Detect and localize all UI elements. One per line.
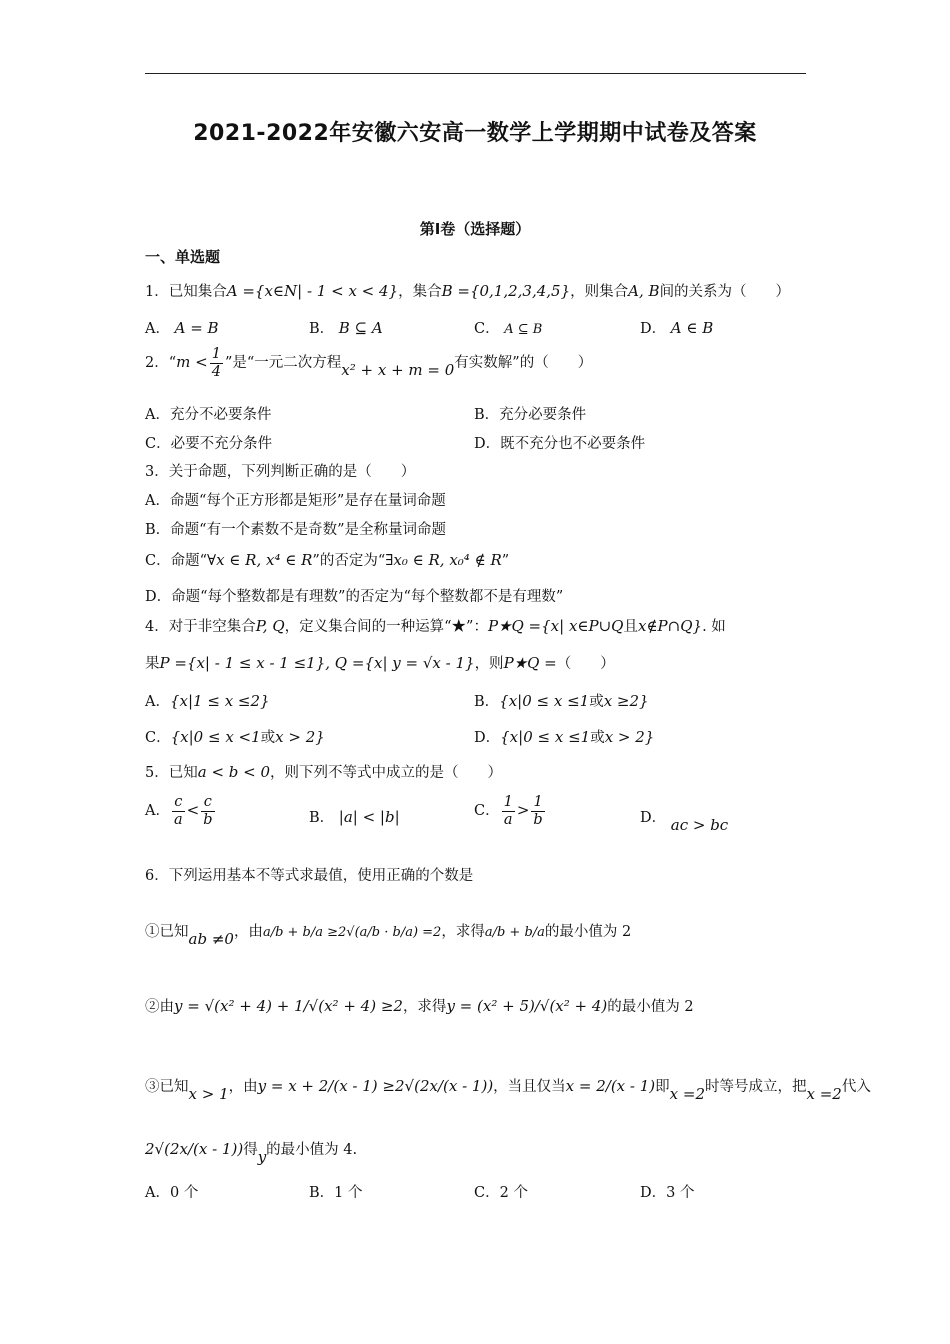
q5-option-d bbox=[640, 806, 729, 834]
q6-text: ，由 bbox=[228, 1079, 258, 1095]
q2-option-a bbox=[145, 403, 271, 424]
option-text: 必要不充分条件 bbox=[170, 436, 273, 452]
q1-option-d bbox=[640, 317, 713, 338]
q2-option-b bbox=[474, 403, 586, 424]
option-expr: {x|1 ≤ x ≤2} bbox=[169, 692, 270, 710]
option-operator: > bbox=[516, 801, 530, 820]
option-expr: A ∈ B bbox=[670, 319, 714, 337]
option-label: C． bbox=[145, 730, 171, 746]
fraction-denominator: a bbox=[173, 811, 183, 828]
q2-text: 有实数解”的（ ） bbox=[454, 355, 593, 372]
option-label: B． bbox=[309, 810, 335, 826]
q6-text: ③已知 bbox=[145, 1079, 189, 1095]
option-expr: {x|0 ≤ x ≤1 bbox=[500, 728, 591, 746]
option-label: B． bbox=[309, 321, 335, 337]
fraction-denominator: b bbox=[533, 811, 543, 828]
q6-item-3 bbox=[145, 1075, 871, 1103]
q4-text: ，定义集合间的一种运算“★”： bbox=[284, 619, 488, 635]
q6-text: 的最小值为 4. bbox=[266, 1142, 358, 1158]
q1-ab: A, B bbox=[628, 282, 660, 300]
fraction bbox=[172, 794, 185, 828]
option-expr: ac > bc bbox=[670, 816, 729, 834]
q4-option-a bbox=[145, 690, 270, 711]
option-text: 或 bbox=[590, 730, 605, 746]
option-text: 充分必要条件 bbox=[499, 407, 587, 423]
q6-item-3-cont bbox=[145, 1138, 358, 1166]
fraction-denominator: 4 bbox=[211, 363, 221, 380]
option-expr: x > 2} bbox=[275, 728, 325, 746]
q2-option-c bbox=[145, 432, 272, 453]
option-label: C． bbox=[474, 321, 500, 337]
q6-expression: x =2 bbox=[669, 1085, 705, 1103]
q6-text: 时等号成立，把 bbox=[705, 1079, 807, 1095]
q4-text: 果 bbox=[145, 656, 160, 672]
q3-option-a: A．命题“每个正方形都是矩形”是存在量词命题 bbox=[145, 493, 446, 509]
fraction-numerator: c bbox=[201, 794, 214, 812]
q6-text: ，由 bbox=[233, 924, 263, 940]
fraction bbox=[201, 794, 214, 828]
option-expr: {x|0 ≤ x ≤1 bbox=[499, 692, 590, 710]
fraction-numerator: c bbox=[172, 794, 185, 812]
q5-text: ，则下列不等式中成立的是（ ） bbox=[270, 765, 503, 781]
option-text: 或 bbox=[260, 730, 276, 746]
q3-text: ” bbox=[501, 553, 510, 569]
option-label: D． bbox=[474, 730, 501, 746]
option-expr: B ⊆ A bbox=[338, 319, 383, 337]
q5-stem bbox=[145, 761, 502, 782]
option-label: D． bbox=[474, 436, 501, 452]
q6-item-1 bbox=[145, 920, 632, 948]
q1-set-a: A ={x∈N| - 1 < x < 4} bbox=[226, 282, 399, 300]
q2-condition: m < bbox=[176, 353, 208, 372]
q6-text: 得 bbox=[243, 1142, 258, 1158]
q3-expr: ∃x₀ ∈ R, x₀⁴ ∉ R bbox=[385, 551, 502, 569]
option-label: A． bbox=[145, 1185, 170, 1201]
q6-stem: 6．下列运用基本不等式求最值，使用正确的个数是 bbox=[145, 868, 474, 884]
q6-text: 的最小值为 2 bbox=[544, 924, 632, 940]
q3-option-b: B．命题“有一个素数不是奇数”是全称量词命题 bbox=[145, 522, 446, 538]
q1-text: 间的关系为（ ） bbox=[659, 284, 791, 300]
q6-text: ，当且仅当 bbox=[493, 1079, 566, 1095]
option-text: 3 个 bbox=[666, 1185, 695, 1201]
q6-text: 即 bbox=[655, 1079, 670, 1095]
q1-set-b: B ={0,1,2,3,4,5} bbox=[441, 282, 571, 300]
q6-expression: x =2 bbox=[806, 1085, 842, 1103]
q2-equation: x² + x + m = 0 bbox=[341, 361, 455, 380]
q4-text: . 如 bbox=[702, 619, 726, 635]
q2-text: ”是“一元二次方程 bbox=[224, 355, 342, 372]
fraction-numerator: 1 bbox=[503, 794, 513, 810]
option-label: B． bbox=[309, 1185, 335, 1201]
fraction-numerator: 1 bbox=[211, 346, 221, 362]
q4-def: P★Q ={x| x∈P∪Q bbox=[487, 617, 624, 635]
fraction-denominator: b bbox=[203, 811, 213, 828]
q3-text: C．命题“ bbox=[145, 553, 208, 569]
q6-expression: y = (x² + 5)/√(x² + 4) bbox=[446, 997, 608, 1015]
q2-number: 2． bbox=[145, 355, 169, 372]
q6-expression: a/b + b/a bbox=[484, 925, 545, 940]
q1-option-c bbox=[474, 317, 542, 338]
q1-text: ，则集合 bbox=[570, 284, 629, 300]
section-heading: 第Ⅰ卷（选择题） bbox=[419, 220, 531, 238]
q3-expr: ∀x ∈ R, x⁴ ∈ R bbox=[207, 551, 313, 569]
q1-option-a bbox=[145, 317, 219, 338]
option-label: D． bbox=[640, 810, 667, 826]
q4-text: 且 bbox=[623, 619, 638, 635]
q2-text: “ bbox=[168, 355, 177, 372]
option-text: 既不充分也不必要条件 bbox=[500, 436, 646, 452]
q3-text: ”的否定为“ bbox=[312, 553, 386, 569]
q6-expression: y = √(x² + 4) + 1/√(x² + 4) ≥2 bbox=[174, 997, 403, 1015]
q4-stem-line1 bbox=[145, 615, 726, 636]
q4-option-c bbox=[145, 726, 325, 747]
q6-text: ，求得 bbox=[441, 924, 485, 940]
fraction bbox=[502, 794, 515, 828]
q6-condition: x > 1 bbox=[188, 1085, 229, 1103]
option-label: B． bbox=[474, 694, 500, 710]
q4-pq: P, Q bbox=[255, 617, 285, 635]
q6-text: ①已知 bbox=[145, 924, 189, 940]
fraction-numerator: 1 bbox=[531, 794, 544, 812]
option-expr: x ≥2} bbox=[603, 692, 649, 710]
option-label: C． bbox=[474, 803, 500, 820]
q5-option-b bbox=[309, 806, 400, 827]
q6-text: 的最小值为 2 bbox=[607, 999, 694, 1015]
option-text: 或 bbox=[589, 694, 604, 710]
q4-text: ，则 bbox=[474, 656, 504, 672]
q6-option-b bbox=[309, 1181, 363, 1202]
q1-option-b bbox=[309, 317, 383, 338]
option-expr: A ⊆ B bbox=[504, 322, 543, 337]
q6-item-2 bbox=[145, 995, 694, 1016]
option-label: A． bbox=[145, 694, 170, 710]
q5-condition: a < b < 0 bbox=[197, 763, 271, 781]
q6-text: ②由 bbox=[145, 999, 174, 1015]
q2-option-d bbox=[474, 432, 645, 453]
option-text: 2 个 bbox=[499, 1185, 528, 1201]
q1-text: 1．已知集合 bbox=[145, 284, 227, 300]
q5-text: 5．已知 bbox=[145, 765, 198, 781]
option-expr: x > 2} bbox=[604, 728, 655, 746]
option-label: B． bbox=[474, 407, 500, 423]
q5-option-c bbox=[474, 794, 547, 828]
q4-option-b bbox=[474, 690, 649, 711]
page-title: 2021-2022年安徽六安高一数学上学期期中试卷及答案 bbox=[193, 121, 757, 146]
q5-option-a bbox=[145, 794, 217, 828]
q2-fraction bbox=[210, 346, 223, 380]
q4-def: x∉P∩Q} bbox=[637, 617, 703, 635]
q2-stem bbox=[145, 346, 592, 380]
q4-stem-line2 bbox=[145, 652, 615, 673]
option-label: A． bbox=[145, 803, 170, 820]
q6-option-c bbox=[474, 1181, 528, 1202]
q4-expr: P★Q = bbox=[503, 654, 557, 672]
option-label: A． bbox=[145, 407, 170, 423]
q6-option-a bbox=[145, 1181, 198, 1202]
option-label: A． bbox=[145, 321, 170, 337]
q4-text: 4．对于非空集合 bbox=[145, 619, 256, 635]
option-label: D． bbox=[640, 321, 667, 337]
q6-condition: ab ≠0 bbox=[188, 930, 234, 948]
header-rule bbox=[145, 73, 806, 74]
option-expr: {x|0 ≤ x <1 bbox=[170, 728, 261, 746]
q6-expression: 2√(2x/(x - 1)) bbox=[145, 1140, 244, 1158]
option-label: D． bbox=[640, 1185, 667, 1201]
q1-text: ，集合 bbox=[398, 284, 442, 300]
q6-text: 代入 bbox=[841, 1079, 871, 1095]
q1-stem bbox=[145, 280, 790, 301]
fraction bbox=[531, 794, 544, 828]
q6-expression: x = 2/(x - 1) bbox=[565, 1077, 656, 1095]
q4-option-d bbox=[474, 726, 654, 747]
q4-sets: P ={x| - 1 ≤ x - 1 ≤1}, Q ={x| y = √x - 1} bbox=[159, 654, 475, 672]
option-expr: |a| < |b| bbox=[338, 808, 400, 826]
option-label: C． bbox=[145, 436, 171, 452]
q6-variable: y bbox=[257, 1148, 267, 1166]
q3-option-d: D．命题“每个整数都是有理数”的否定为“每个整数都不是有理数” bbox=[145, 589, 564, 605]
option-label: C． bbox=[474, 1185, 500, 1201]
option-text: 充分不必要条件 bbox=[169, 407, 272, 423]
option-text: 0 个 bbox=[169, 1185, 199, 1201]
q6-text: ，求得 bbox=[402, 999, 447, 1015]
q3-option-c bbox=[145, 549, 509, 570]
q3-stem: 3．关于命题，下列判断正确的是（ ） bbox=[145, 464, 416, 480]
option-text: 1 个 bbox=[334, 1185, 363, 1201]
q6-expression: a/b + b/a ≥2√(a/b · b/a) =2 bbox=[262, 925, 442, 940]
part-heading: 一、单选题 bbox=[145, 248, 221, 266]
fraction-denominator: a bbox=[503, 811, 513, 828]
q6-expression: y = x + 2/(x - 1) ≥2√(2x/(x - 1)) bbox=[257, 1077, 494, 1095]
q4-text: （ ） bbox=[556, 656, 615, 672]
option-operator: < bbox=[186, 801, 200, 820]
q6-option-d bbox=[640, 1181, 694, 1202]
option-expr: A = B bbox=[174, 319, 219, 337]
